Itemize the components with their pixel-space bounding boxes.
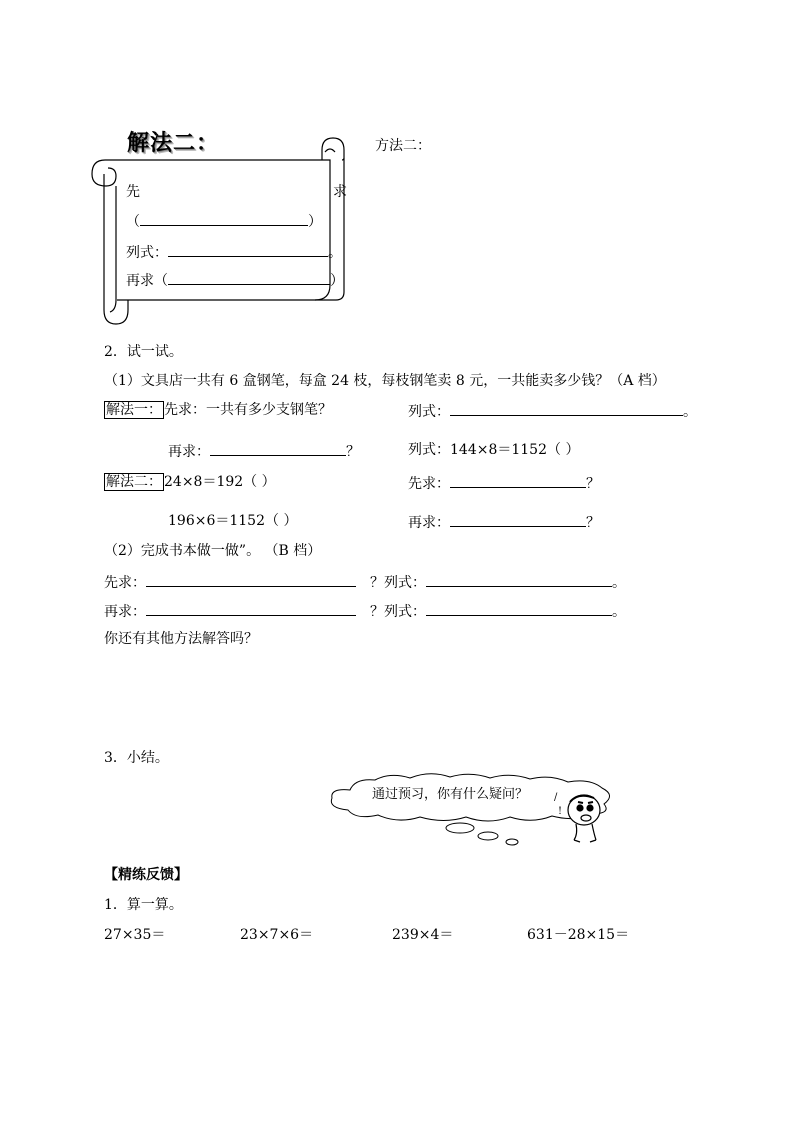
practice-problem-1: 27×35＝ <box>104 927 166 943</box>
method1-first: 先求：一共有多少支钢笔？ <box>164 402 332 418</box>
question-mark: ？ <box>346 444 360 460</box>
problem2-text: （2）完成书本做一做”。 （B 档） <box>104 543 322 559</box>
mid-label: ？列式： <box>370 575 426 591</box>
question-mark: ？ <box>586 515 600 531</box>
practice-sub: 1．算一算。 <box>104 897 183 913</box>
practice-problem-3: 239×4＝ <box>392 927 454 943</box>
problem1-text: （1）文具店一共有 6 盒钢笔，每盒 24 枝，每枝钢笔卖 8 元，一共能卖多少钱？（A 档） <box>104 373 666 389</box>
svg-text:/: / <box>554 792 558 803</box>
method2-label: 解法二： <box>106 474 162 490</box>
answer-blank[interactable] <box>140 211 308 226</box>
question-mark: ？ <box>586 476 600 492</box>
scroll-first-answer-row <box>126 211 322 231</box>
method2-first-row <box>408 473 600 493</box>
scroll-first-label-b: 求 <box>333 184 347 200</box>
period: 。 <box>612 604 626 620</box>
period: 。 <box>683 404 697 420</box>
scroll-title: 解法二： <box>127 131 220 156</box>
then-blank[interactable] <box>450 512 586 527</box>
then-label: 再求（ <box>126 273 168 289</box>
section2-heading: 2．试一试。 <box>104 344 183 360</box>
formula-label: 列式： <box>408 404 450 420</box>
right-header: 方法二： <box>375 138 431 154</box>
first-blank[interactable] <box>450 473 586 488</box>
cartoon-character-icon <box>548 788 608 846</box>
paren-close: ） <box>330 273 344 289</box>
problem2-row2-formula <box>370 601 626 621</box>
then-label: 再求： <box>408 515 450 531</box>
period: 。 <box>328 245 342 261</box>
method1-label: 解法一： <box>106 402 162 418</box>
practice-heading: 【精练反馈】 <box>104 867 188 883</box>
bubble-text: 通过预习，你有什么疑问？ <box>372 787 529 802</box>
method1-formula-row <box>408 401 697 421</box>
practice-problem-2: 23×7×6＝ <box>240 927 314 943</box>
then-label: 再求： <box>168 444 210 460</box>
row2-label: 再求： <box>104 604 146 620</box>
scroll-formula-row <box>126 242 342 262</box>
method1-row <box>104 401 332 419</box>
then-blank[interactable] <box>168 270 330 285</box>
row1-label: 先求： <box>104 575 146 591</box>
row2-formula-blank[interactable] <box>426 601 612 616</box>
method2-row <box>104 473 276 491</box>
problem2-row1-formula <box>370 572 626 592</box>
method2-eq2: 196×6＝1152（ ） <box>168 513 298 529</box>
scroll-first-label-a: 先 <box>126 184 140 200</box>
then-blank[interactable] <box>210 441 346 456</box>
scroll-then-row <box>126 270 344 290</box>
formula-blank[interactable] <box>168 242 328 257</box>
mid-label: ？列式： <box>370 604 426 620</box>
method2-eq1: 24×8＝192（ ） <box>164 474 276 490</box>
row1-blank[interactable] <box>146 572 356 587</box>
problem2-row2 <box>104 601 356 621</box>
period: 。 <box>612 575 626 591</box>
practice-problem-4: 631－28×15＝ <box>527 927 630 943</box>
problem2-row1 <box>104 572 356 592</box>
paren-close: ） <box>308 214 322 230</box>
first-label: 先求： <box>408 476 450 492</box>
formula-label: 列式： <box>126 245 168 261</box>
method1-then-row <box>168 441 360 461</box>
paren-open: （ <box>126 214 140 230</box>
formula2: 列式：144×8＝1152（ ） <box>408 442 580 458</box>
method2-then-row <box>408 512 600 532</box>
scroll-frame <box>0 0 794 340</box>
svg-text:!: ! <box>558 806 563 817</box>
row2-blank[interactable] <box>146 601 356 616</box>
row1-formula-blank[interactable] <box>426 572 612 587</box>
section3-heading: 3．小结。 <box>104 750 169 766</box>
formula-blank[interactable] <box>450 401 683 416</box>
other-methods: 你还有其他方法解答吗？ <box>104 631 258 647</box>
